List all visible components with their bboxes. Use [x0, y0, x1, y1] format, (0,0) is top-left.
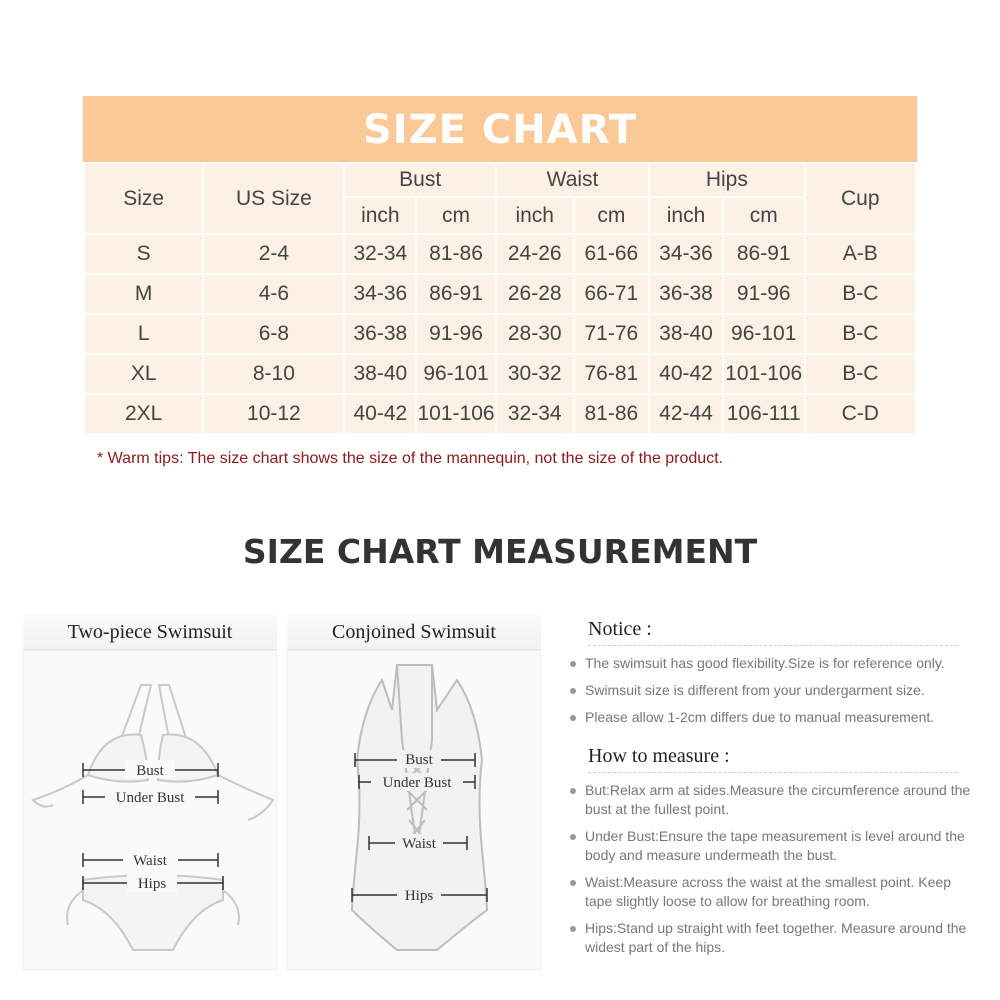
table-cell: 86-91: [724, 235, 804, 273]
conjoined-illustration: [287, 650, 541, 970]
table-cell: L: [85, 315, 202, 353]
table-cell: 86-91: [417, 275, 495, 313]
table-row: [85, 355, 915, 393]
two-piece-title: Two-piece Swimsuit: [23, 615, 277, 650]
header-waist: Waist: [497, 164, 648, 196]
table-row: [85, 395, 915, 433]
table-cell: 96-101: [417, 355, 495, 393]
table-cell: 34-36: [650, 235, 722, 273]
table-cell: 32-34: [345, 235, 415, 273]
unit-header: inch: [497, 198, 573, 233]
two-piece-illustration: [23, 650, 277, 970]
table-cell: 2-4: [204, 235, 343, 273]
notice-item: Swimsuit size is different from your undergarment size.: [570, 681, 980, 700]
unit-header: cm: [417, 198, 495, 233]
size-chart-table: [83, 96, 917, 435]
table-cell: S: [85, 235, 202, 273]
table-row: [85, 275, 915, 313]
how-to-item: Under Bust:Ensure the tape measurement is level around the body and measure undermeath the bust.: [570, 827, 980, 865]
conjoined-waist-label: Waist: [402, 836, 436, 852]
header-size: Size: [85, 164, 202, 233]
table-cell: 36-38: [650, 275, 722, 313]
unit-header: inch: [345, 198, 415, 233]
notice-section: [570, 618, 980, 965]
how-to-item: Waist:Measure across the waist at the smallest point. Keep tape slightly loose to allow for breathing room.: [570, 873, 980, 911]
notice-item: Please allow 1-2cm differs due to manual measurement.: [570, 708, 980, 727]
table-cell: 32-34: [497, 395, 573, 433]
table-cell: 26-28: [497, 275, 573, 313]
size-rows: [85, 235, 915, 433]
table-cell: 40-42: [650, 355, 722, 393]
table-cell: 42-44: [650, 395, 722, 433]
two-piece-hips-label: Hips: [137, 876, 167, 892]
table-cell: A-B: [806, 235, 915, 273]
table-cell: C-D: [806, 395, 915, 433]
conjoined-panel: [287, 615, 541, 970]
table-cell: 36-38: [345, 315, 415, 353]
table-cell: 91-96: [417, 315, 495, 353]
table-cell: 4-6: [204, 275, 343, 313]
table-cell: XL: [85, 355, 202, 393]
two-piece-bust-label: Bust: [136, 763, 164, 779]
table-cell: B-C: [806, 275, 915, 313]
table-cell: 81-86: [417, 235, 495, 273]
warm-tips: * Warm tips: The size chart shows the size of the mannequin, not the size of the product.: [97, 450, 724, 467]
table-cell: 81-86: [575, 395, 649, 433]
table-cell: 2XL: [85, 395, 202, 433]
table-row: [85, 315, 915, 353]
table-cell: 101-106: [724, 355, 804, 393]
table-cell: 101-106: [417, 395, 495, 433]
table-cell: 40-42: [345, 395, 415, 433]
table-row: [85, 235, 915, 273]
two-piece-panel: [23, 615, 277, 970]
table-cell: B-C: [806, 355, 915, 393]
table-cell: 106-111: [724, 395, 804, 433]
table-cell: 38-40: [650, 315, 722, 353]
table-cell: 34-36: [345, 275, 415, 313]
table-cell: 28-30: [497, 315, 573, 353]
table-cell: 96-101: [724, 315, 804, 353]
table-cell: M: [85, 275, 202, 313]
conjoined-under-bust-label: Under Bust: [382, 775, 452, 791]
size-chart-title: SIZE CHART: [362, 107, 638, 153]
table-cell: 91-96: [724, 275, 804, 313]
how-to-item: But:Relax arm at sides.Measure the circumference around the bust at the fullest point.: [570, 781, 980, 819]
conjoined-bust-label: Bust: [405, 752, 433, 768]
header-bust: Bust: [345, 164, 494, 196]
header-us-size: US Size: [204, 164, 343, 233]
two-piece-waist-label: Waist: [133, 853, 167, 869]
notice-heading: Notice :: [588, 618, 958, 646]
how-to-measure-heading: How to measure :: [588, 745, 958, 773]
table-cell: 8-10: [204, 355, 343, 393]
table-cell: 24-26: [497, 235, 573, 273]
two-piece-under-bust-label: Under Bust: [115, 790, 185, 806]
unit-header: cm: [724, 198, 804, 233]
unit-header: cm: [575, 198, 649, 233]
table-cell: 38-40: [345, 355, 415, 393]
table-cell: 10-12: [204, 395, 343, 433]
table-cell: B-C: [806, 315, 915, 353]
table-cell: 76-81: [575, 355, 649, 393]
unit-header: inch: [650, 198, 722, 233]
measurement-title: SIZE CHART MEASUREMENT: [242, 532, 758, 571]
notice-item: The swimsuit has good flexibility.Size is for reference only.: [570, 654, 980, 673]
table-cell: 66-71: [575, 275, 649, 313]
table-cell: 6-8: [204, 315, 343, 353]
size-chart-title-bar: [83, 96, 917, 164]
conjoined-title: Conjoined Swimsuit: [287, 615, 541, 650]
table-cell: 61-66: [575, 235, 649, 273]
conjoined-hips-label: Hips: [404, 888, 434, 904]
header-cup: Cup: [806, 164, 915, 233]
table-cell: 30-32: [497, 355, 573, 393]
how-to-item: Hips:Stand up straight with feet together. Measure around the widest part of the hips.: [570, 919, 980, 957]
table-cell: 71-76: [575, 315, 649, 353]
header-hips: Hips: [650, 164, 803, 196]
